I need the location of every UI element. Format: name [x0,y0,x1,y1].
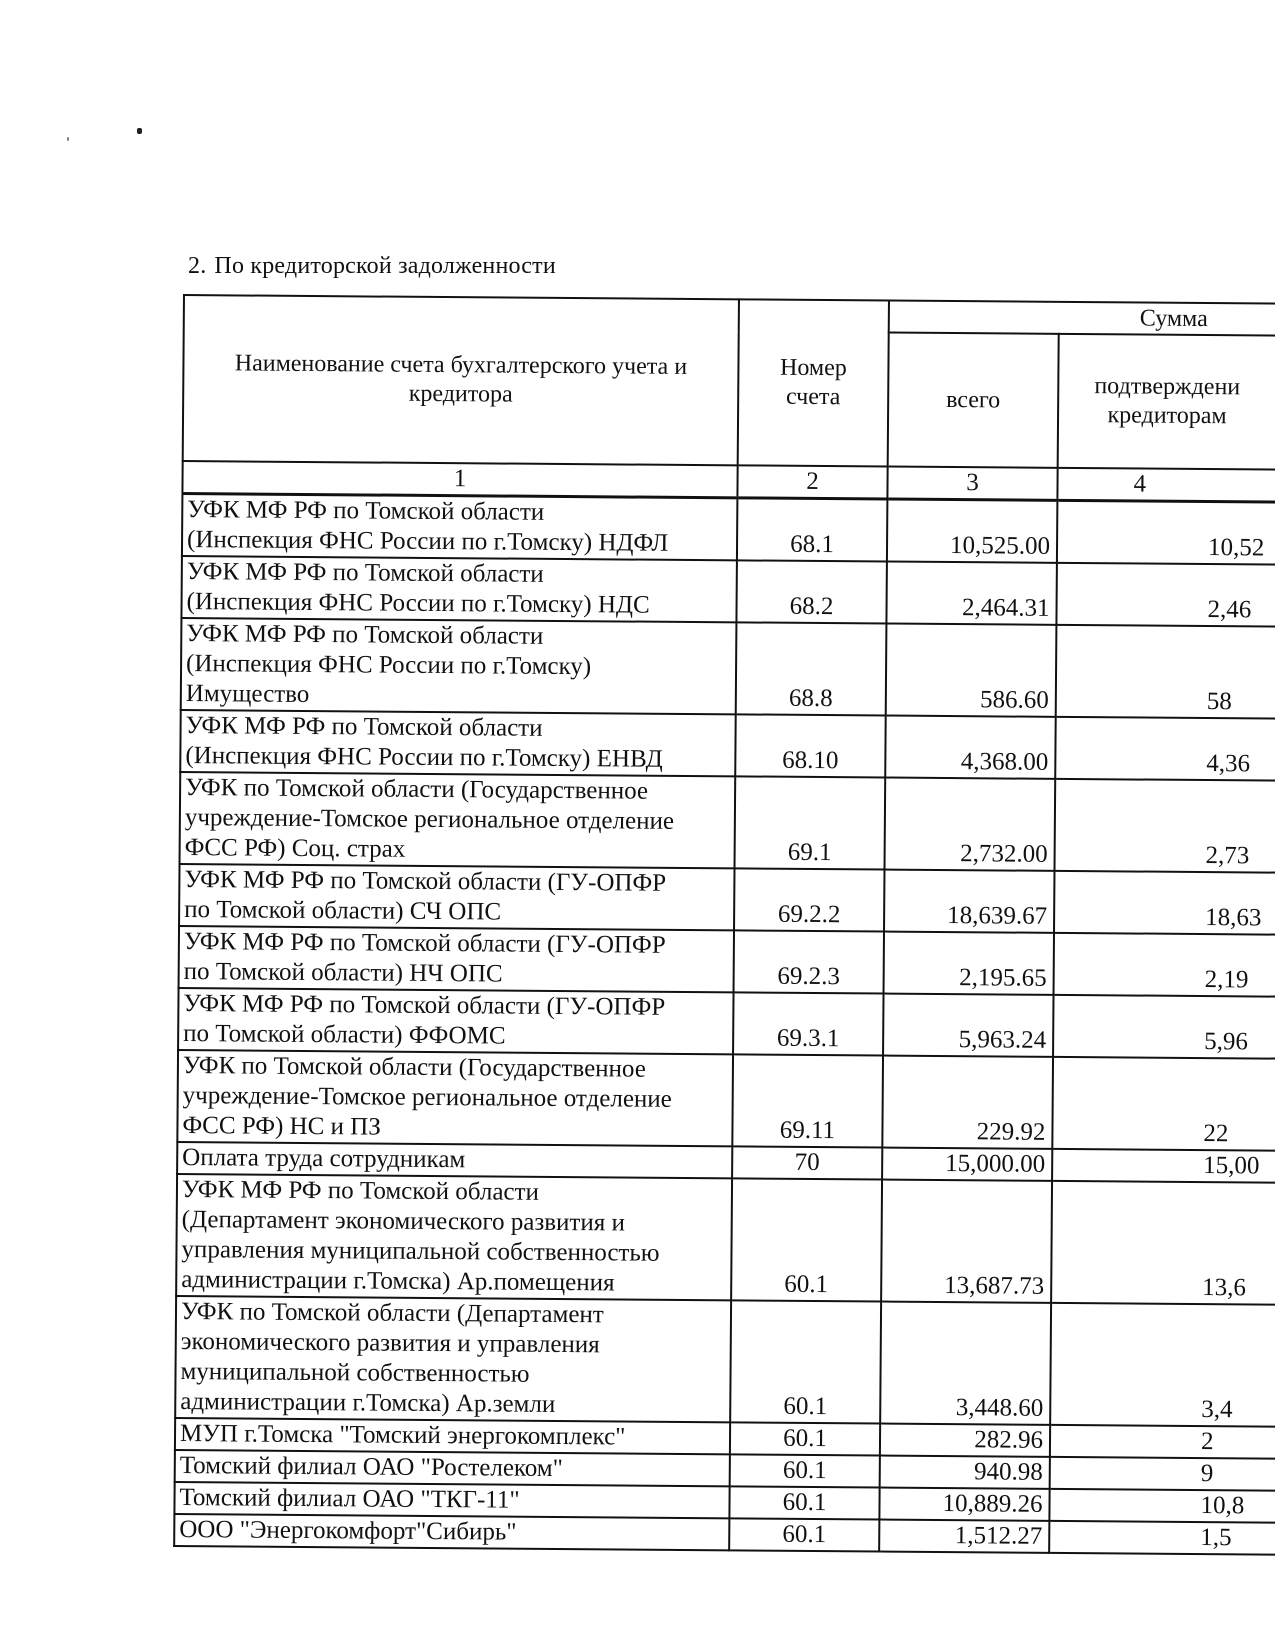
header-amount-group-label: Сумма [1139,305,1208,332]
account-number-cell: 70 [732,1146,882,1179]
creditor-name-cell [178,987,733,1053]
creditor-name-line: администрации г.Томска) Ар.земли [180,1387,556,1418]
creditor-name-cell [181,617,737,713]
confirmed-amount-value: 2,19 [1204,965,1249,993]
account-number-cell: 68.10 [735,714,885,777]
creditor-name-line: (Инспекция ФНС России по г.Томску) ЕНВД [185,741,663,773]
total-amount-cell: 586.60 [886,623,1057,716]
total-amount-cell: 15,000.00 [882,1147,1052,1180]
creditor-name-cell [174,1481,729,1517]
account-number-cell: 69.3.1 [733,992,883,1055]
creditor-name-line: УФК по Томской области (Государственное [182,1051,646,1083]
confirmed-amount-value: 2,73 [1205,841,1250,869]
creditor-name-cell [180,709,735,775]
total-amount-cell: 2,464.31 [886,561,1056,624]
creditor-name-line: учреждение-Томское региональное отделение [184,803,675,835]
creditor-name-line: учреждение-Томское региональное отделение [182,1081,672,1113]
total-amount-cell: 3,448.60 [880,1301,1051,1424]
creditor-name-line: ФСС РФ) НС и ПЗ [182,1111,381,1141]
creditor-name-line: управления муниципальной собственностью [181,1235,660,1267]
account-number-cell: 60.1 [730,1454,880,1487]
column-number-4: 4 [1057,468,1275,502]
creditor-table-wrapper [173,294,1275,1555]
confirmed-amount-cell [1050,1424,1275,1458]
creditor-name-cell [175,1449,730,1485]
creditor-name-line: Томский филиал ОАО "ТКГ-11" [179,1483,520,1514]
confirmed-amount-value: 3,4 [1201,1395,1233,1423]
table-row [181,555,1275,626]
confirmed-amount-cell [1050,1456,1275,1490]
table-row [182,493,1275,564]
account-number-cell: 60.1 [730,1422,880,1455]
confirmed-amount-cell [1049,1488,1275,1522]
creditor-name-line: УФК МФ РФ по Томской области (ГУ-ОПФР [184,865,667,897]
table-row [175,1295,1275,1426]
creditor-name-line: Имущество [185,679,310,708]
total-amount-cell: 18,639.67 [884,869,1054,932]
total-amount-cell: 10,889.26 [879,1487,1049,1520]
confirmed-amount-value: 10,8 [1200,1491,1245,1519]
creditor-name-line: (Инспекция ФНС России по г.Томску) [185,649,592,680]
creditor-name-line: УФК МФ РФ по Томской области (ГУ-ОПФР [183,927,666,959]
creditor-name-cell [179,925,734,991]
table-row [180,771,1275,872]
total-amount-cell: 2,195.65 [884,931,1054,994]
confirmed-amount-value: 10,52 [1207,533,1265,561]
confirmed-amount-value: 5,96 [1204,1027,1249,1055]
account-number-cell: 69.2.2 [734,868,884,931]
creditor-name-line: Оплата труда сотрудникам [182,1143,466,1173]
scan-speck-right [137,128,142,134]
confirmed-amount-value: 22 [1203,1119,1229,1147]
creditor-name-line: (Департамент экономического развития и [181,1205,625,1236]
account-number-cell: 68.8 [736,622,887,715]
scan-speck-left [67,137,69,141]
confirmed-amount-cell [1052,1056,1275,1150]
column-number-1: 1 [182,461,737,497]
header-account: Номер счета [738,299,889,466]
total-amount-cell: 2,732.00 [885,777,1056,870]
account-number-cell: 60.1 [729,1486,879,1519]
confirmed-amount-value: 58 [1206,687,1232,715]
creditor-name-cell [175,1417,730,1453]
header-amount-group [889,301,1275,336]
confirmed-amount-cell [1049,1520,1275,1554]
creditor-name-cell [180,771,736,867]
total-amount-cell: 229.92 [882,1055,1053,1148]
total-amount-cell: 10,525.00 [887,499,1057,563]
confirmed-amount-cell [1055,716,1275,780]
confirmed-amount-value: 13,6 [1202,1273,1247,1301]
section-title-text: По кредиторской задолженности [214,253,556,279]
creditor-name-line: администрации г.Томска) Ар.помещения [181,1265,615,1296]
creditor-table [173,294,1275,1555]
confirmed-amount-cell [1051,1180,1275,1304]
table-row [180,709,1275,780]
creditor-name-cell [174,1513,729,1549]
account-number-cell: 69.1 [735,776,886,869]
total-amount-cell: 282.96 [880,1423,1050,1456]
creditor-name-line: УФК МФ РФ по Томской области [186,557,544,588]
total-amount-cell: 5,963.24 [883,993,1053,1056]
confirmed-amount-cell [1055,778,1275,872]
column-number-3: 3 [887,467,1057,500]
creditor-name-cell [175,1295,731,1421]
column-number-2: 2 [737,465,887,498]
section-number: 2. [188,253,207,279]
confirmed-amount-cell [1052,1148,1275,1182]
creditor-name-line: муниципальной собственностью [180,1357,530,1388]
creditor-name-cell [182,493,737,560]
creditor-name-line: ФСС РФ) Соц. страх [184,833,406,863]
confirmed-amount-value: 18,63 [1205,903,1262,931]
creditor-name-line: экономического развития и управления [180,1327,600,1358]
account-number-cell: 68.2 [736,560,886,623]
creditor-name-line: по Томской области) ФФОМС [183,1019,506,1050]
creditor-name-cell [176,1173,732,1299]
confirmed-amount-cell [1056,624,1275,718]
account-number-cell: 69.2.3 [734,930,884,993]
table-row [179,863,1275,934]
creditor-name-line: УФК по Томской области (Департамент [180,1297,604,1328]
creditor-name-line: (Инспекция ФНС России по г.Томску) НДС [186,587,650,619]
creditor-name-line: ООО "Энергокомфорт"Сибирь" [179,1515,517,1546]
section-title [188,253,556,280]
confirmed-amount-cell [1050,1302,1275,1426]
account-number-cell: 68.1 [737,497,887,561]
creditor-name-line: УФК МФ РФ по Томской области [186,619,544,650]
header-name: Наименование счета бухгалтерского учета и кредитора [183,295,739,465]
confirmed-amount-value: 4,36 [1206,749,1251,777]
creditor-rows [174,493,1275,1554]
header-confirmed-label: подтверждени кредиторам [1094,373,1241,430]
creditor-name-cell [177,1141,732,1177]
total-amount-cell: 4,368.00 [885,715,1055,778]
confirmed-amount-cell [1054,870,1275,934]
confirmed-amount-cell [1056,562,1275,626]
creditor-name-line: МУП г.Томска "Томский энергокомплекс" [179,1419,626,1451]
account-number-cell: 60.1 [731,1178,882,1301]
confirmed-amount-value: 1,5 [1200,1523,1232,1551]
creditor-name-cell [181,555,736,621]
confirmed-amount-value: 9 [1200,1459,1214,1487]
confirmed-amount-value: 15,00 [1203,1151,1260,1179]
creditor-name-line: УФК МФ РФ по Томской области [185,711,543,742]
total-amount-cell: 1,512.27 [879,1519,1049,1552]
confirmed-amount-cell [1054,932,1275,996]
table-row [181,617,1275,718]
creditor-name-line: по Томской области) НЧ ОПС [183,957,503,988]
table-row [178,987,1275,1058]
header-confirmed [1058,334,1275,470]
confirmed-amount-value: 2 [1200,1427,1214,1455]
confirmed-amount-cell [1057,500,1275,564]
creditor-name-line: УФК МФ РФ по Томской области (ГУ-ОПФР [183,989,666,1021]
confirmed-amount-value: 2,46 [1207,595,1252,623]
header-total: всего [888,333,1059,468]
table-row [177,1049,1275,1150]
total-amount-cell: 13,687.73 [881,1179,1052,1302]
creditor-name-line: Томский филиал ОАО "Ростелеком" [179,1451,564,1482]
creditor-name-line: (Инспекция ФНС России по г.Томску) НДФЛ [186,525,669,557]
creditor-name-cell [179,863,734,929]
account-number-cell: 60.1 [730,1300,881,1423]
account-number-cell: 60.1 [729,1518,879,1551]
confirmed-amount-cell [1053,994,1275,1058]
creditor-name-line: по Томской области) СЧ ОПС [184,895,502,926]
creditor-name-line: УФК МФ РФ по Томской области [181,1175,540,1206]
creditor-name-line: УФК по Томской области (Государственное [185,773,649,805]
total-amount-cell: 940.98 [880,1455,1050,1488]
creditor-name-cell [177,1049,733,1145]
creditor-name-line: УФК МФ РФ по Томской области [187,495,545,526]
account-number-cell: 69.11 [732,1054,883,1147]
table-row [176,1173,1275,1304]
table-row [179,925,1275,996]
